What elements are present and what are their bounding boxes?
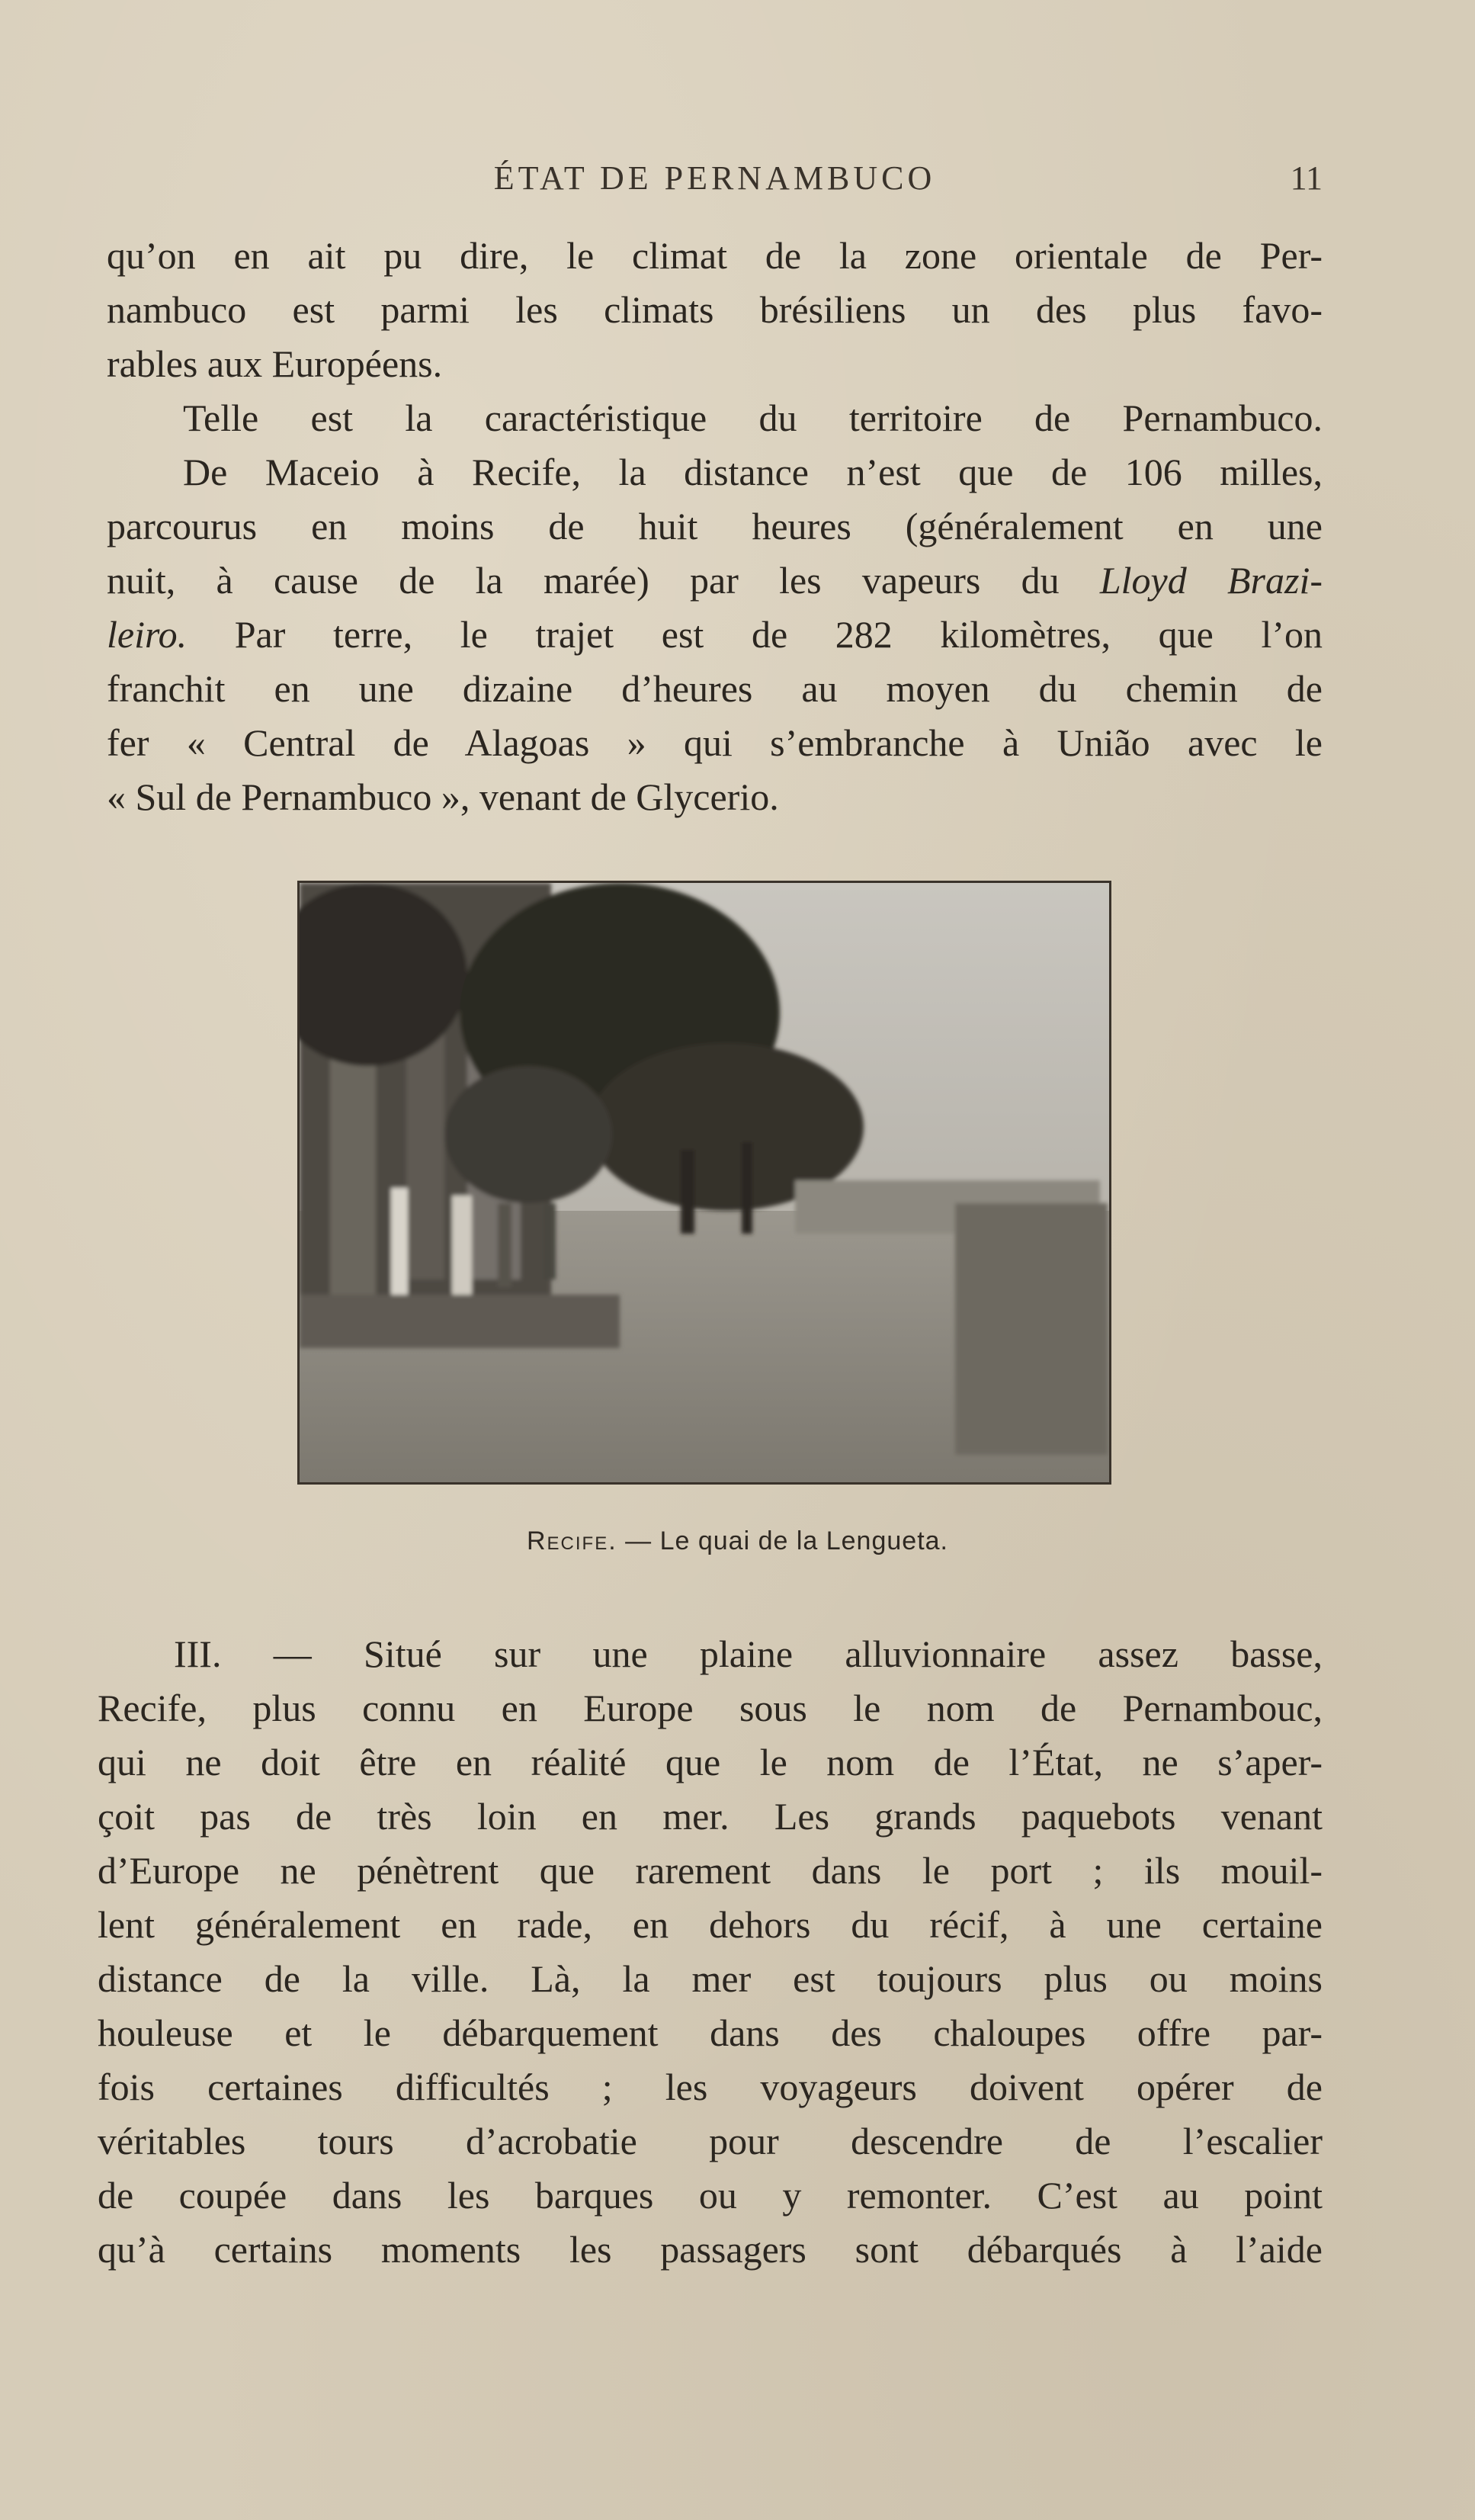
page-header [107,152,1323,206]
text-line: d’Europe ne pénètrent que rarement dans le port ; ils mouil- [98,1849,1323,1892]
text-line: qu’on en ait pu dire, le climat de la zone orientale de Per- [107,234,1323,277]
running-title: ÉTAT DE PERNAMBUCO [493,159,936,197]
page-number: 11 [1290,159,1323,197]
text-line: III. — Situé sur une plaine alluvionnaire assez basse, [174,1632,1323,1675]
text-line: véritables tours d’acrobatie pour descendre de l’escalier [98,2120,1323,2162]
photograph [297,881,1111,1485]
text-line: Telle est la caractéristique du territoire de Pernambuco. [183,396,1323,439]
text-line: distance de la ville. Là, la mer est toujours plus ou moins [98,1957,1323,2000]
text-line: Recife, plus connu en Europe sous le nom de Pernambouc, [98,1687,1323,1729]
text-line: franchit en une dizaine d’heures au moyen du chemin de [107,667,1323,710]
text-line: nuit, à cause de la marée) par les vapeurs du Lloyd Brazi- [107,559,1323,602]
text-line: çoit pas de très loin en mer. Les grands paquebots venant [98,1795,1323,1838]
text-line: parcourus en moins de huit heures (généralement en une [107,505,1323,547]
text-line: De Maceio à Recife, la distance n’est que de 106 milles, [183,451,1323,493]
text-line: qui ne doit être en réalité que le nom de l’État, ne s’aper- [98,1741,1323,1783]
body-text-bottom [98,1627,1323,2277]
caption-place: Recife. [526,1526,617,1555]
text-line: « Sul de Pernambuco », venant de Glycerio. [107,775,779,818]
text-line: nambuco est parmi les climats brésiliens un des plus favo- [107,288,1323,331]
text-line: fer « Central de Alagoas » qui s’embranche à União avec le [107,721,1323,764]
text-line: de coupée dans les barques ou y remonter. C’est au point [98,2174,1323,2217]
text-line: lent généralement en rade, en dehors du récif, à une certaine [98,1903,1323,1946]
text-line: houleuse et le débarquement dans des chaloupes offre par- [98,2011,1323,2054]
text-line: rables aux Européens. [107,342,443,385]
body-text-top [107,229,1323,824]
text-line: qu’à certains moments les passagers sont débarqués à l’aide [98,2228,1323,2271]
text-line: leiro. Par terre, le trajet est de 282 kilomètres, que l’on [107,613,1323,656]
text-line: fois certaines difficultés ; les voyageurs doivent opérer de [98,2066,1323,2108]
caption-text: — Le quai de la Lengueta. [625,1526,948,1555]
street-scene-image [300,883,1109,1482]
figure-caption [0,1526,1475,1556]
